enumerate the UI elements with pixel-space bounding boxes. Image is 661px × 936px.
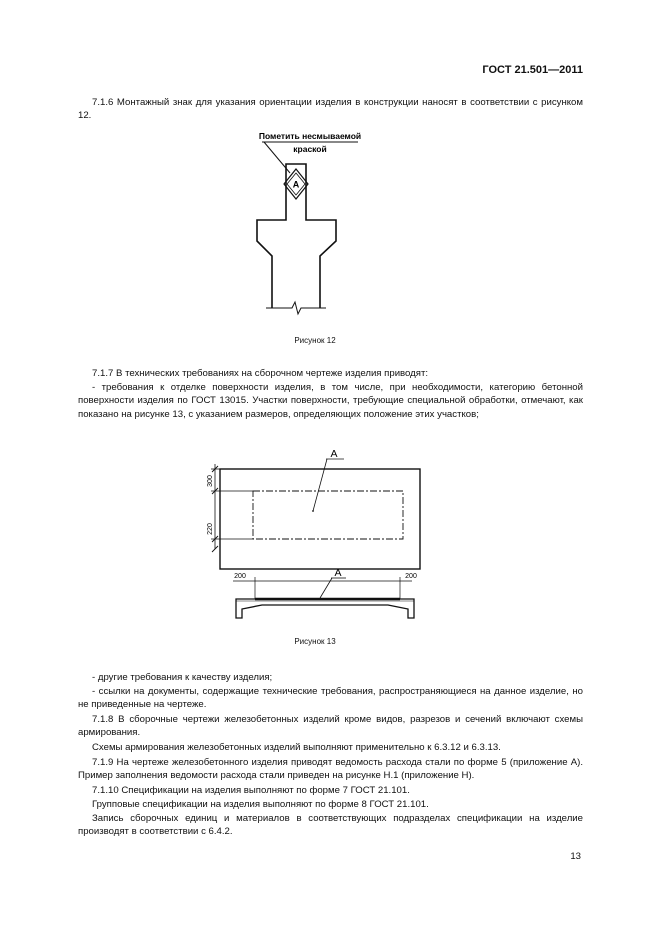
fig13-section-outline bbox=[236, 599, 414, 618]
fig13-plan-label: А bbox=[330, 448, 338, 460]
fig12-callout-line1: Пометить несмываемой bbox=[258, 131, 362, 141]
figure-13-surface-treatment bbox=[200, 443, 440, 633]
paragraph-7-1-6: 7.1.6 Монтажный знак для указания ориентации изделия в конструкции наносят в соответствии с рисунком 12. bbox=[78, 97, 583, 122]
paragraph-7-1-7: 7.1.7 В технических требованиях на сборочном чертеже изделия приводят: bbox=[92, 368, 429, 379]
fig13-dim-top: 300 bbox=[207, 475, 214, 487]
page-number: 13 bbox=[570, 851, 581, 862]
fig13-section-label: А bbox=[334, 567, 342, 579]
paragraph-list-item-1: - требования к отделке поверхности изделия, в том числе, при необходимости, категорию бетонной поверхности изделия по ГОСТ 13015. Участки поверхности, требующие специальной обработки, отмечают, как показано на рисунке 13, с указанием размеров, определяющих положение этих участков; bbox=[78, 382, 583, 420]
paragraph-list-item-2: - другие требования к качеству изделия; bbox=[92, 672, 273, 683]
fig13-dim-left: 200 bbox=[234, 573, 246, 580]
paragraph-7-1-9: 7.1.9 На чертеже железобетонного изделия приводят ведомость расхода стали по форме 5 (приложение А). Пример заполнения ведомости расхода стали приведен на рисунке Н.1 (приложение Н). bbox=[78, 757, 583, 782]
fig13-dim-bottom: 220 bbox=[207, 523, 214, 535]
fig12-callout-line2: краской bbox=[293, 144, 327, 154]
figure-13-caption: Рисунок 13 bbox=[294, 637, 336, 646]
figure-12-mounting-mark bbox=[240, 128, 380, 318]
paragraph-group-specifications: Групповые спецификации на изделия выполняют по форме 8 ГОСТ 21.101. bbox=[92, 799, 429, 810]
paragraph-record-units: Запись сборочных единиц и материалов в соответствующих подразделах спецификации на изделие производят в соответствии с 6.4.2. bbox=[78, 813, 583, 838]
paragraph-list-item-3: - ссылки на документы, содержащие технические требования, распространяющиеся на данное изделие, но не приведенные на чертеже. bbox=[78, 686, 583, 711]
figure-12-caption: Рисунок 12 bbox=[294, 336, 336, 345]
paragraph-7-1-8: 7.1.8 В сборочные чертежи железобетонных изделий кроме видов, разрезов и сечений включают схемы армирования. bbox=[78, 714, 583, 739]
fig13-plan-leader bbox=[313, 459, 327, 511]
document-code: ГОСТ 21.501—2011 bbox=[482, 64, 583, 76]
fig13-dim-right: 200 bbox=[405, 573, 417, 580]
fig13-treated-area bbox=[253, 491, 403, 539]
fig12-mark-letter: А bbox=[292, 179, 300, 190]
paragraph-7-1-10: 7.1.10 Спецификации на изделия выполняют по форме 7 ГОСТ 21.101. bbox=[92, 785, 410, 796]
fig12-break-line bbox=[266, 302, 326, 314]
paragraph-reinforcement-schemes: Схемы армирования железобетонных изделий выполняют применительно к 6.3.12 и 6.3.13. bbox=[92, 742, 501, 753]
